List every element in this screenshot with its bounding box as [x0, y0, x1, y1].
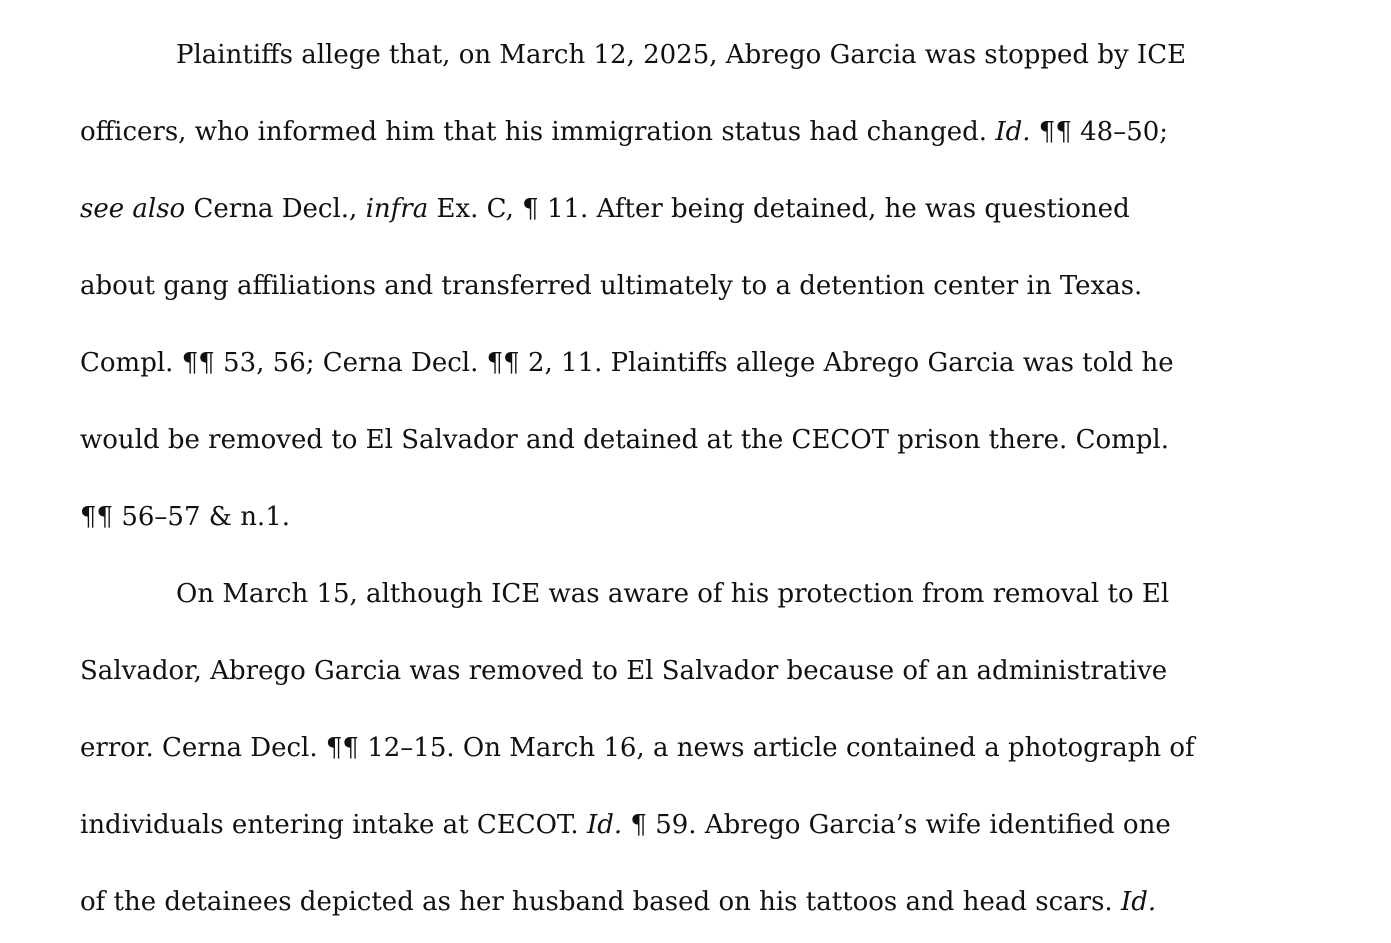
text-run: ¶ 59. Abrego Garcia’s wife identified one	[622, 810, 1171, 840]
citation-id: Id.	[1120, 887, 1157, 917]
paragraph-1-line-1	[176, 39, 1186, 71]
text-run: about gang affiliations and transferred ultimately to a detention center in Texas.	[80, 271, 1143, 301]
paragraph-1-line-3	[80, 193, 1130, 225]
text-run: of the detainees depicted as her husband based on his tattoos and head scars.	[80, 887, 1121, 917]
paragraph-2-line-4	[80, 809, 1171, 841]
text-run: Salvador, Abrego Garcia was removed to El Salvador because of an administrative	[80, 656, 1168, 686]
paragraph-2-line-1	[176, 578, 1169, 610]
text-run: ¶¶ 48–50;	[1030, 117, 1169, 147]
paragraph-1-line-4	[80, 270, 1142, 302]
text-run: would be removed to El Salvador and detained at the CECOT prison there. Compl.	[80, 425, 1169, 455]
text-run: Cerna Decl.,	[185, 194, 366, 224]
paragraph-2-line-3	[80, 732, 1195, 764]
text-run: individuals entering intake at CECOT.	[80, 810, 587, 840]
text-run: officers, who informed him that his immigration status had changed.	[80, 117, 996, 147]
citation-infra: infra	[365, 194, 429, 224]
text-run: Ex. C, ¶ 11. After being detained, he was questioned	[428, 194, 1130, 224]
paragraph-1-line-5	[80, 347, 1174, 379]
text-run: On March 15, although ICE was aware of his protection from removal to El	[176, 579, 1170, 609]
citation-id: Id.	[995, 117, 1031, 147]
paragraph-2-line-5	[80, 886, 1156, 918]
paragraph-1-line-6	[80, 424, 1169, 456]
citation-signal: see also	[80, 194, 186, 224]
paragraph-2-line-2	[80, 655, 1167, 687]
text-run: ¶¶ 56–57 & n.1.	[80, 502, 291, 532]
text-run: Plaintiffs allege that, on March 12, 2025, Abrego Garcia was stopped by ICE	[176, 40, 1187, 70]
paragraph-1-line-7	[80, 501, 290, 533]
citation-id: Id.	[586, 810, 623, 840]
text-run: Compl. ¶¶ 53, 56; Cerna Decl. ¶¶ 2, 11. Plaintiffs allege Abrego Garcia was told he	[80, 348, 1174, 378]
paragraph-1-line-2	[80, 116, 1168, 148]
text-run: error. Cerna Decl. ¶¶ 12–15. On March 16, a news article contained a photograph of	[80, 733, 1195, 763]
